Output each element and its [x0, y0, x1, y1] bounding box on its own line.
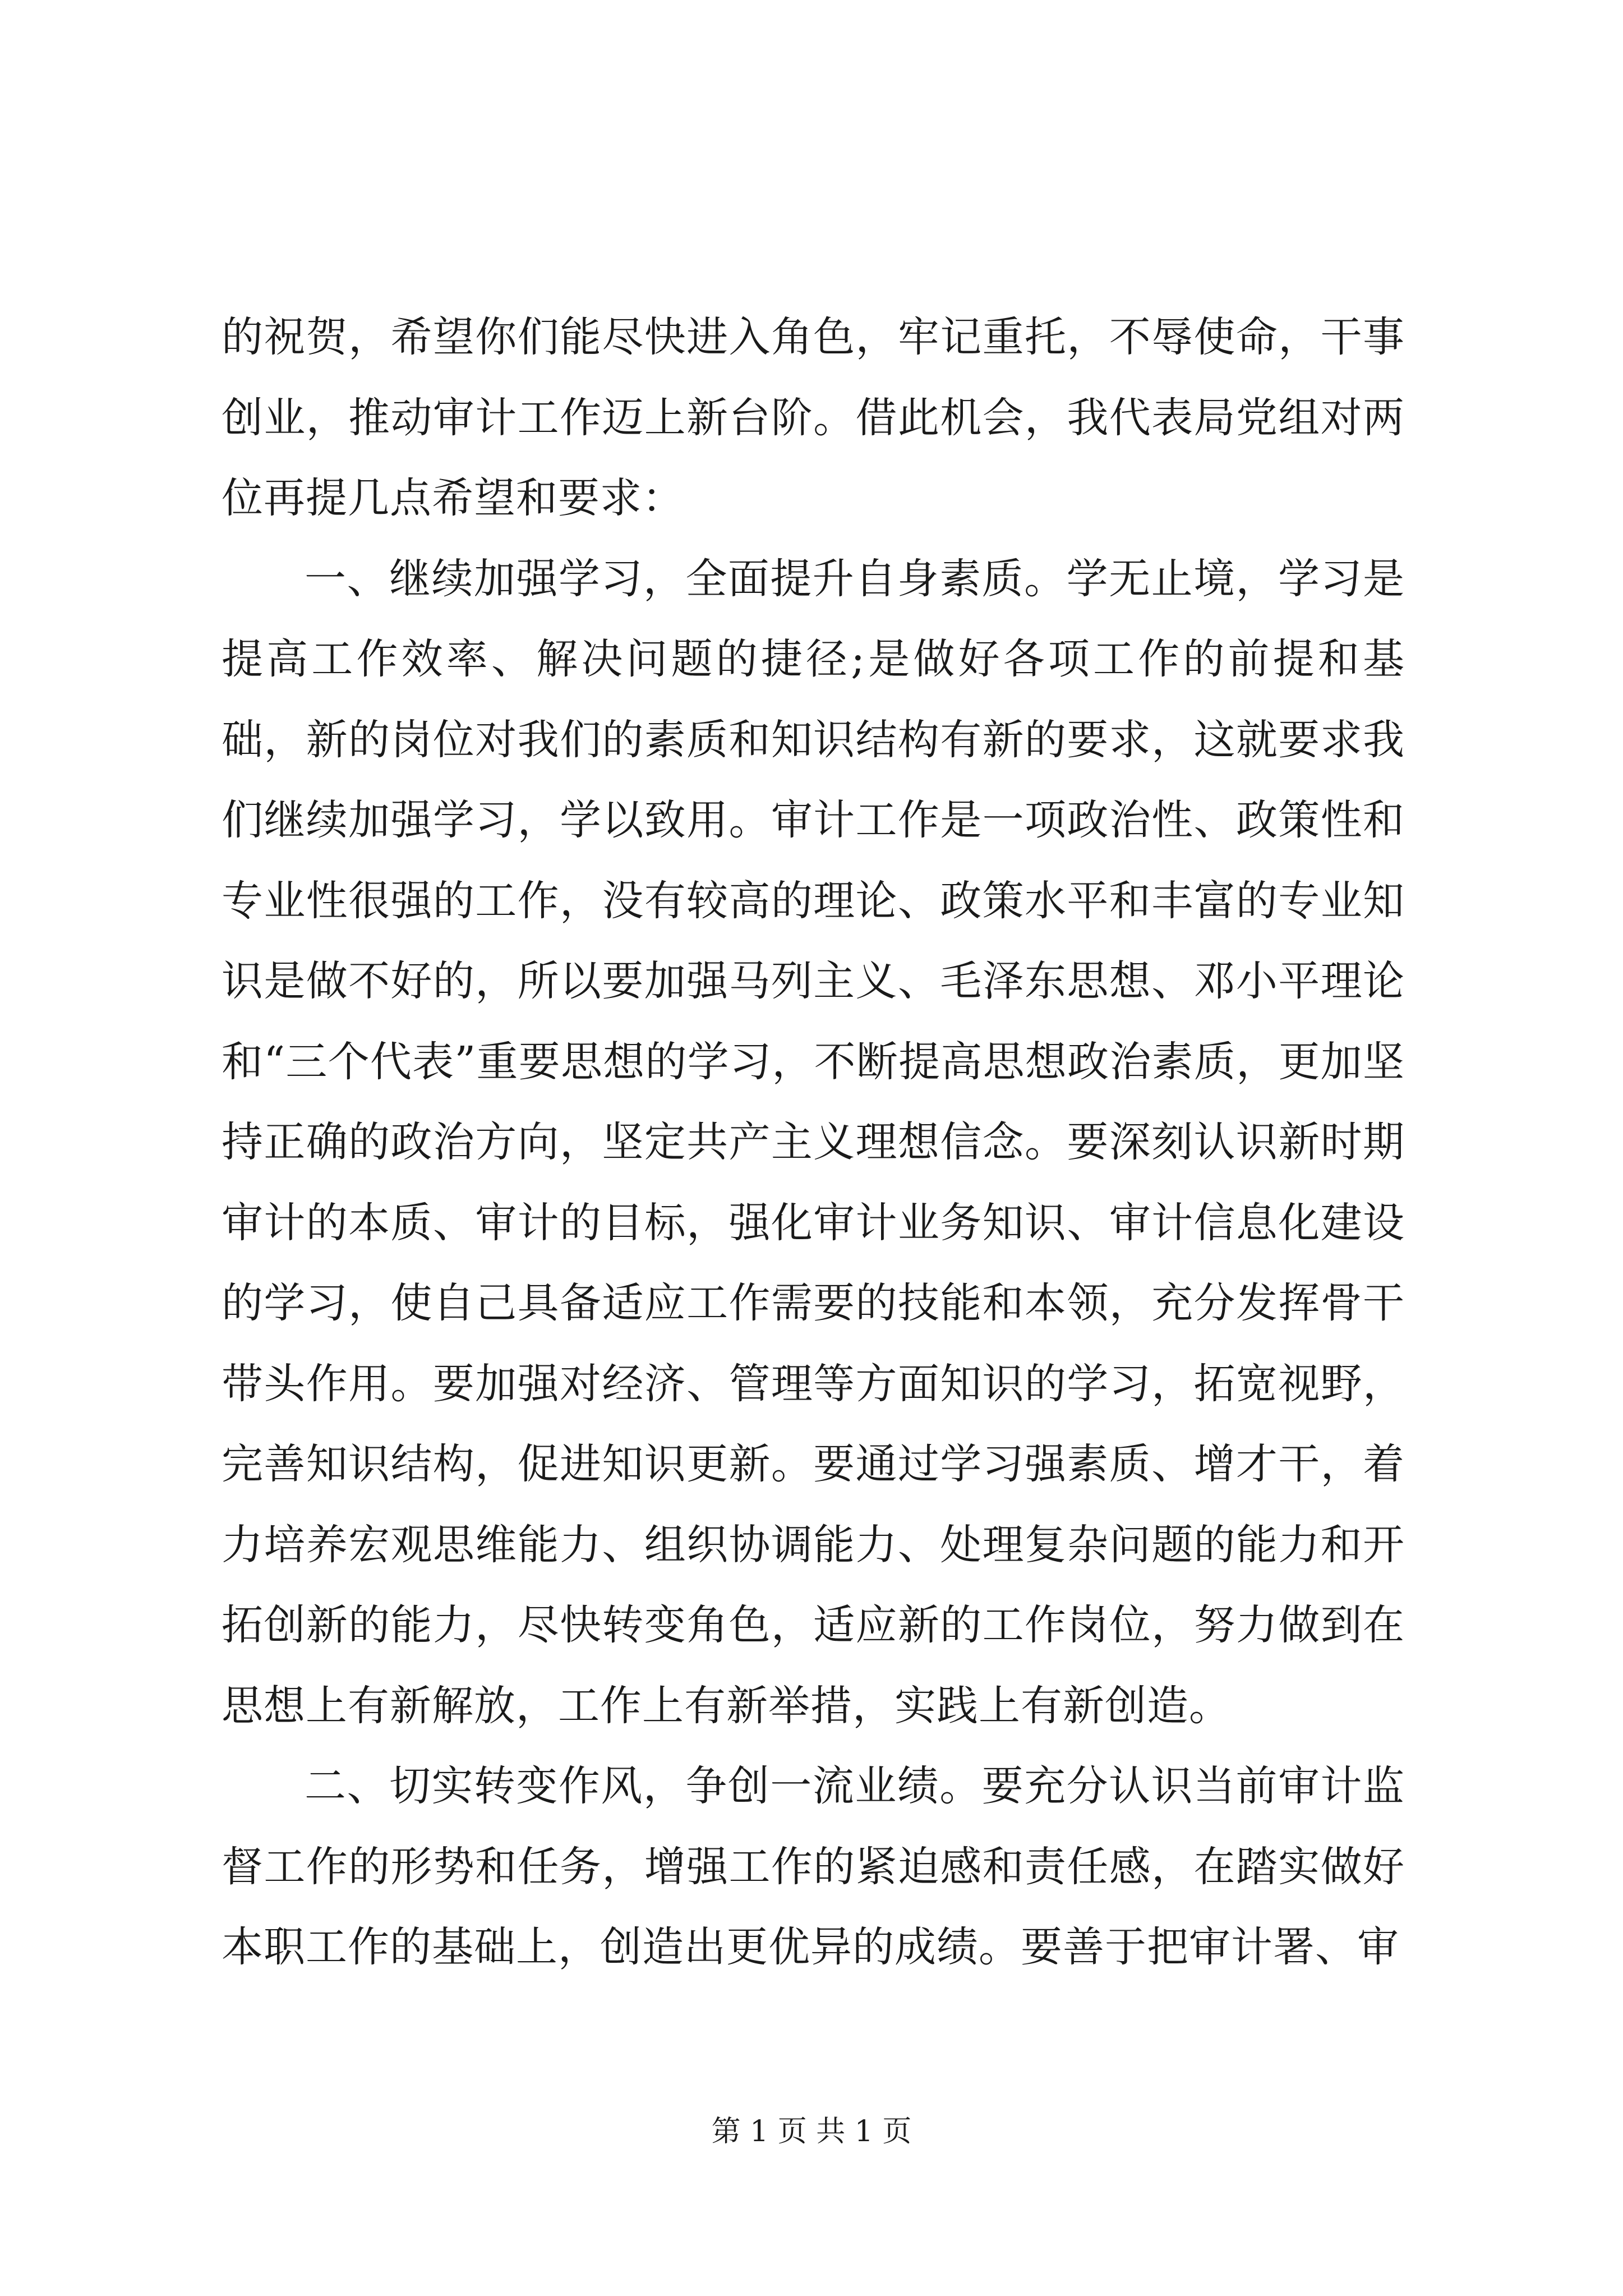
paragraph-continuation: 的祝贺，希望你们能尽快进入角色，牢记重托，不辱使命，干事创业，推动审计工作迈上新台阶。借此机会，我代表局党组对两位再提几点希望和要求： [222, 313, 1405, 522]
document-body [222, 297, 1405, 1988]
paragraph-section-two: 二、切实转变作风，争创一流业绩。要充分认识当前审计监督工作的形势和任务，增强工作的紧迫感和责任感，在踏实做好本职工作的基础上，创造出更优异的成绩。要善于把审计署、审 [222, 1762, 1405, 1971]
paragraph-section-one: 一、继续加强学习，全面提升自身素质。学无止境，学习是提高工作效率、解决问题的捷径;是做好各项工作的前提和基础，新的岗位对我们的素质和知识结构有新的要求，这就要求我们继续加强学习，学以致用。审计工作是一项政治性、政策性和专业性很强的工作，没有较高的理论、政策水平和丰富的专业知识是做不好的，所以要加强马列主义、毛泽东思想、邓小平理论和“三个代表”重要思想的学习，不断提高思想政治素质，更加坚持正确的政治方向，坚定共产主义理想信念。要深刻认识新时期审计的本质、审计的目标，强化审计业务知识、审计信息化建设的学习，使自己具备适应工作需要的技能和本领，充分发挥骨干带头作用。要加强对经济、管理等方面知识的学习，拓宽视野，完善知识结构，促进知识更新。要通过学习强素质、增才干，着力培养宏观思维能力、组织协调能力、处理复杂问题的能力和开拓创新的能力，尽快转变角色，适应新的工作岗位，努力做到在思想上有新解放，工作上有新举措，实践上有新创造。 [222, 554, 1405, 1730]
page-footer: 第 1 页 共 1 页 [711, 2115, 912, 2148]
